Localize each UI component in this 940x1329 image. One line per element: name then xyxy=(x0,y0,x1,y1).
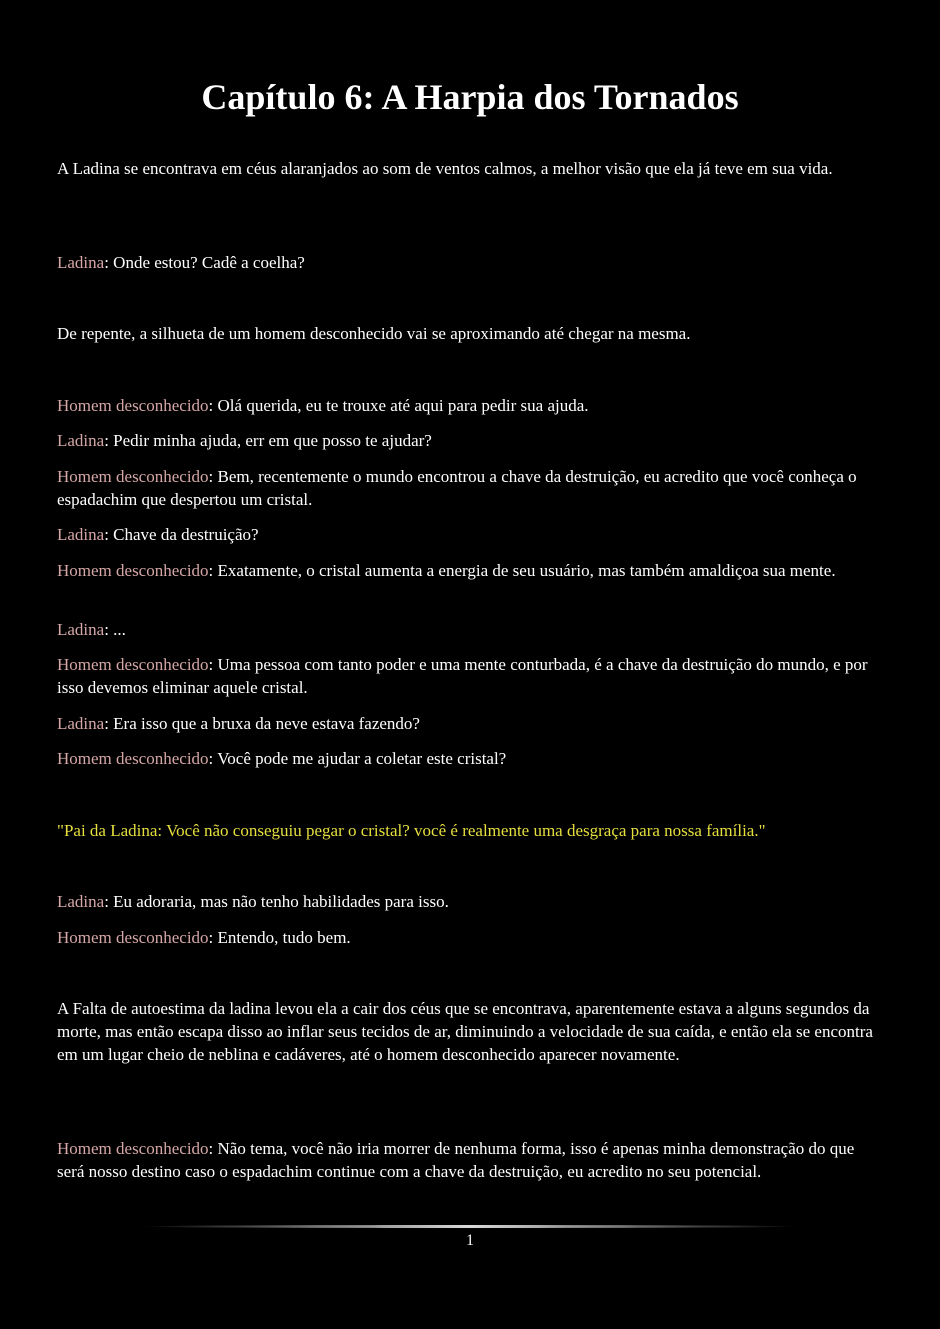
chapter-title: Capítulo 6: A Harpia dos Tornados xyxy=(201,77,739,117)
dialogue-line xyxy=(57,926,883,949)
dialogue-line xyxy=(57,465,883,511)
speaker-name: Ladina xyxy=(57,253,105,272)
dialogue-text: : Você pode me ajudar a coletar este cristal? xyxy=(208,749,507,768)
dialogue-line xyxy=(57,394,883,417)
paragraph-text: A Ladina se encontrava em céus alaranjados ao som de ventos calmos, a melhor visão que ela já teve em sua vida. xyxy=(57,159,833,178)
narration-paragraph xyxy=(57,322,883,345)
dialogue-line xyxy=(57,1137,883,1183)
dialogue-line xyxy=(57,523,883,546)
quote-text: "Pai da Ladina: Você não conseguiu pegar o cristal? você é realmente uma desgraça para nossa família." xyxy=(57,821,766,840)
dialogue-line xyxy=(57,251,883,274)
paragraph-text: De repente, a silhueta de um homem desconhecido vai se aproximando até chegar na mesma. xyxy=(57,324,691,343)
speaker-name: Ladina xyxy=(57,892,105,911)
dialogue-text: : Entendo, tudo bem. xyxy=(208,928,351,947)
dialogue-line xyxy=(57,653,883,699)
dialogue-line xyxy=(57,618,883,641)
speaker-name: Homem desconhecido xyxy=(57,1139,209,1158)
speaker-name: Homem desconhecido xyxy=(57,928,209,947)
dialogue-text: : Pedir minha ajuda, err em que posso te ajudar? xyxy=(104,431,432,450)
page-number: 1 xyxy=(466,1232,474,1249)
speaker-name: Homem desconhecido xyxy=(57,655,209,674)
dialogue-text: : Chave da destruição? xyxy=(104,525,259,544)
dialogue-line xyxy=(57,890,883,913)
speaker-name: Ladina xyxy=(57,431,105,450)
footer-divider xyxy=(140,1225,800,1228)
dialogue-text: : Não tema, você não iria morrer de nenhuma forma, isso é apenas minha demonstração do que será nosso destino caso o espadachim continue com a chave da destruição, eu acredito no seu potencial. xyxy=(57,1139,855,1181)
narration-paragraph xyxy=(57,997,883,1066)
speaker-name: Homem desconhecido xyxy=(57,749,209,768)
speaker-name: Ladina xyxy=(57,714,105,733)
dialogue-text: : ... xyxy=(104,620,126,639)
dialogue-text: : Onde estou? Cadê a coelha? xyxy=(104,253,305,272)
dialogue-line xyxy=(57,559,883,582)
speaker-name: Homem desconhecido xyxy=(57,396,209,415)
dialogue-line xyxy=(57,712,883,735)
dialogue-line xyxy=(57,747,883,770)
dialogue-text: : Bem, recentemente o mundo encontrou a chave da destruição, eu acredito que você conheça o espadachim que despertou um cristal. xyxy=(57,467,857,509)
dialogue-line xyxy=(57,429,883,452)
speaker-name: Homem desconhecido xyxy=(57,561,209,580)
speaker-name: Ladina xyxy=(57,525,105,544)
speaker-name: Homem desconhecido xyxy=(57,467,209,486)
dialogue-text: : Uma pessoa com tanto poder e uma mente conturbada, é a chave da destruição do mundo, e por isso devemos eliminar aquele cristal. xyxy=(57,655,868,697)
dialogue-text: : Era isso que a bruxa da neve estava fazendo? xyxy=(104,714,420,733)
speaker-name: Ladina xyxy=(57,620,105,639)
narration-paragraph xyxy=(57,157,883,180)
dialogue-text: : Olá querida, eu te trouxe até aqui para pedir sua ajuda. xyxy=(208,396,589,415)
dialogue-text: : Exatamente, o cristal aumenta a energia de seu usuário, mas também amaldiçoa sua mente. xyxy=(208,561,836,580)
paragraph-text: A Falta de autoestima da ladina levou ela a cair dos céus que se encontrava, aparentemente estava a alguns segundos da morte, mas então escapa disso ao inflar seus tecidos de ar, diminuindo a velocidade de sua caída, e então ela se encontra em um lugar cheio de neblina e cadáveres, até o homem desconhecido aparecer novamente. xyxy=(57,999,873,1064)
flashback-quote xyxy=(57,819,883,842)
dialogue-text: : Eu adoraria, mas não tenho habilidades para isso. xyxy=(104,892,449,911)
